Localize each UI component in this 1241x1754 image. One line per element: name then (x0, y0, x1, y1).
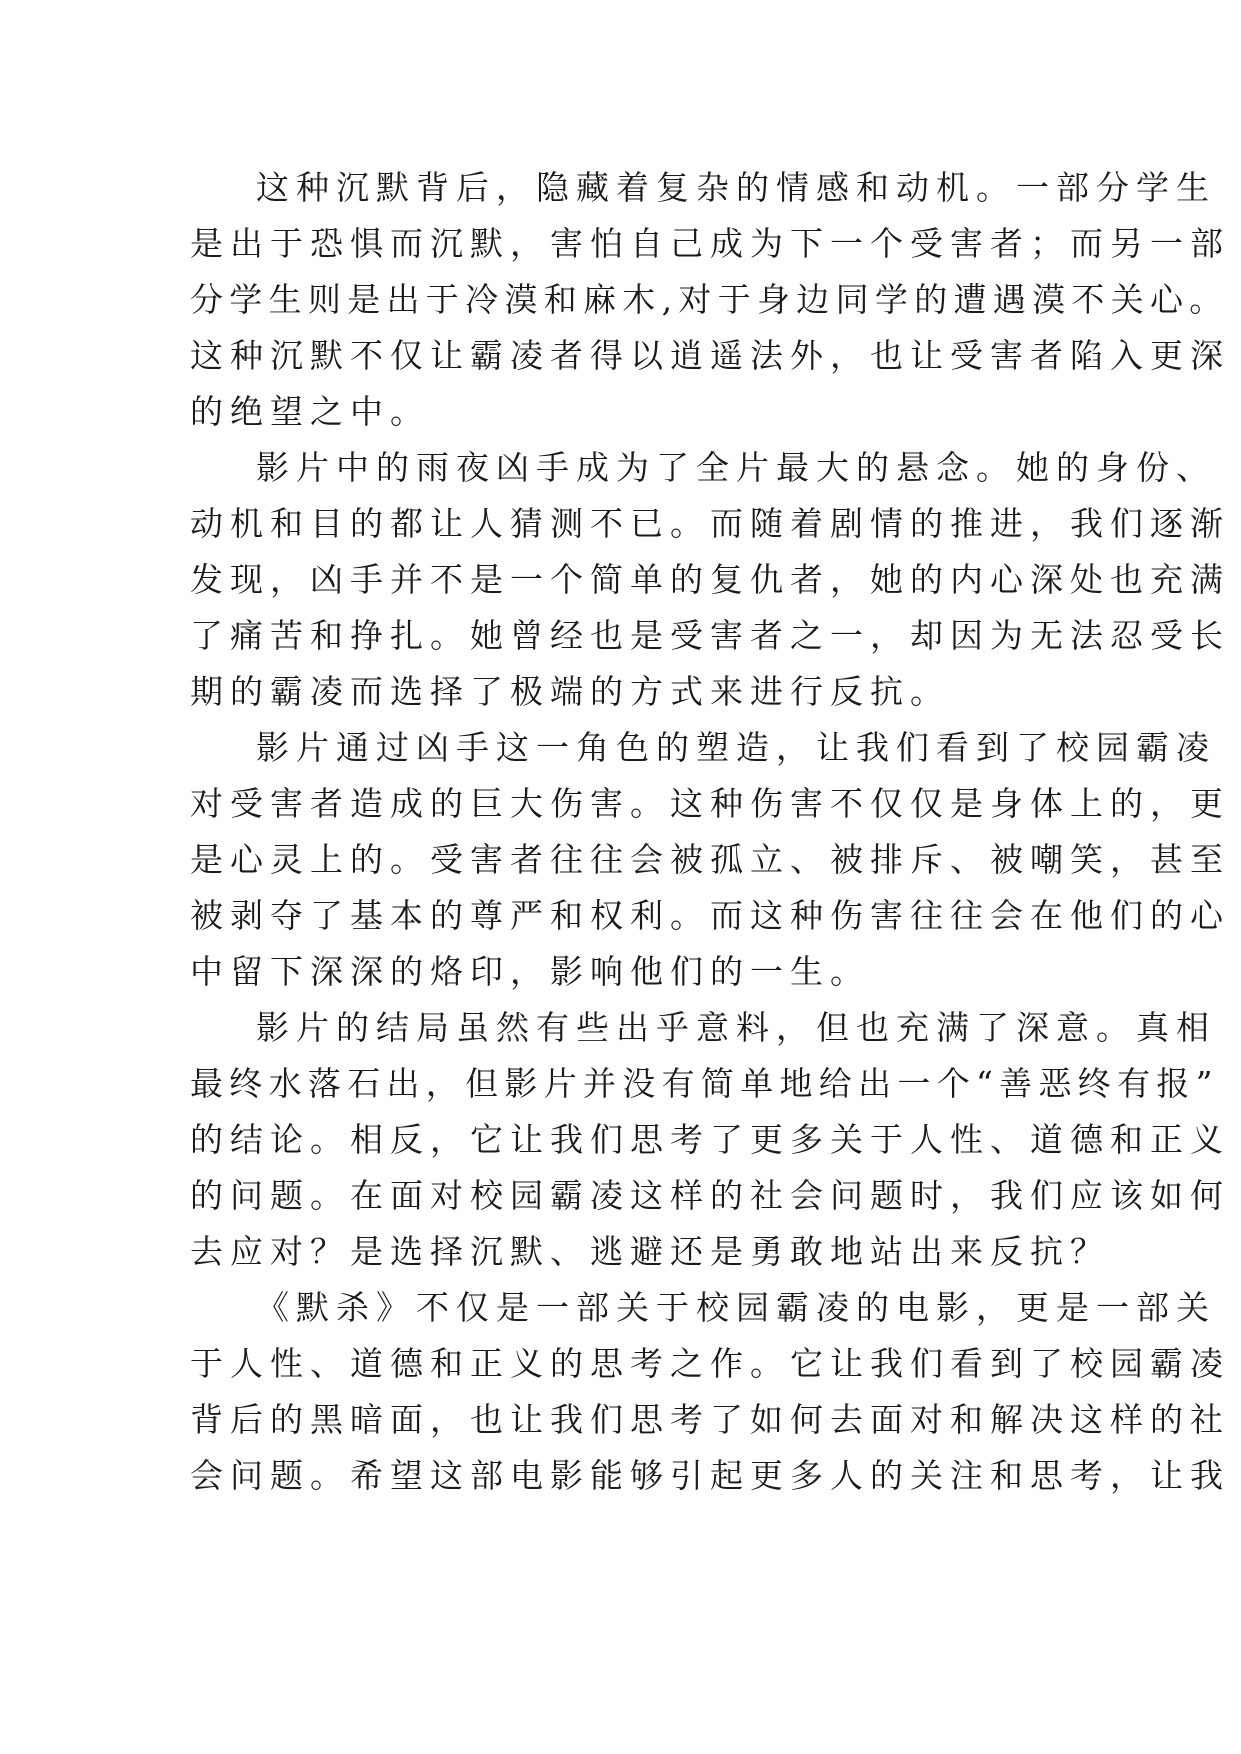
text-line: 是心灵上的。受害者往往会被孤立、被排斥、被嘲笑，甚至 (190, 840, 1230, 879)
text-line: 了痛苦和挣扎。她曾经也是受害者之一，却因为无法忍受长 (190, 616, 1230, 655)
text-line: 分学生则是出于冷漠和麻木,对于身边同学的遭遇漠不关心。 (190, 280, 1229, 319)
text-line: 影片通过凶手这一角色的塑造，让我们看到了校园霸凌 (256, 728, 1216, 767)
text-line: 动机和目的都让人猜测不已。而随着剧情的推进，我们逐渐 (190, 504, 1230, 543)
text-line: 去应对？是选择沉默、逃避还是勇敢地站出来反抗？ (190, 1232, 1110, 1271)
text-line: 于人性、道德和正义的思考之作。它让我们看到了校园霸凌 (190, 1344, 1230, 1383)
text-line: 这种沉默不仅让霸凌者得以逍遥法外，也让受害者陷入更深 (190, 336, 1230, 375)
text-line: 背后的黑暗面，也让我们思考了如何去面对和解决这样的社 (190, 1400, 1230, 1439)
text-line: 会问题。希望这部电影能够引起更多人的关注和思考，让我 (190, 1456, 1230, 1495)
text-line: 影片的结局虽然有些出乎意料，但也充满了深意。真相 (256, 1008, 1216, 1047)
text-line: 发现，凶手并不是一个简单的复仇者，她的内心深处也充满 (190, 560, 1230, 599)
text-line: 影片中的雨夜凶手成为了全片最大的悬念。她的身份、 (256, 448, 1216, 487)
text-line: 被剥夺了基本的尊严和权利。而这种伤害往往会在他们的心 (190, 896, 1230, 935)
text-line: 最终水落石出，但影片并没有简单地给出一个“善恶终有报” (190, 1064, 1219, 1103)
text-line: 中留下深深的烙印，影响他们的一生。 (190, 952, 870, 991)
text-line: 的结论。相反，它让我们思考了更多关于人性、道德和正义 (190, 1120, 1230, 1159)
text-line: 期的霸凌而选择了极端的方式来进行反抗。 (190, 672, 950, 711)
text-line: 的绝望之中。 (190, 392, 430, 431)
text-line: 《默杀》不仅是一部关于校园霸凌的电影，更是一部关 (256, 1288, 1216, 1327)
text-line: 是出于恐惧而沉默，害怕自己成为下一个受害者；而另一部 (190, 224, 1230, 263)
text-line: 的问题。在面对校园霸凌这样的社会问题时，我们应该如何 (190, 1176, 1230, 1215)
text-line: 这种沉默背后，隐藏着复杂的情感和动机。一部分学生 (256, 168, 1216, 207)
text-line: 对受害者造成的巨大伤害。这种伤害不仅仅是身体上的，更 (190, 784, 1230, 823)
